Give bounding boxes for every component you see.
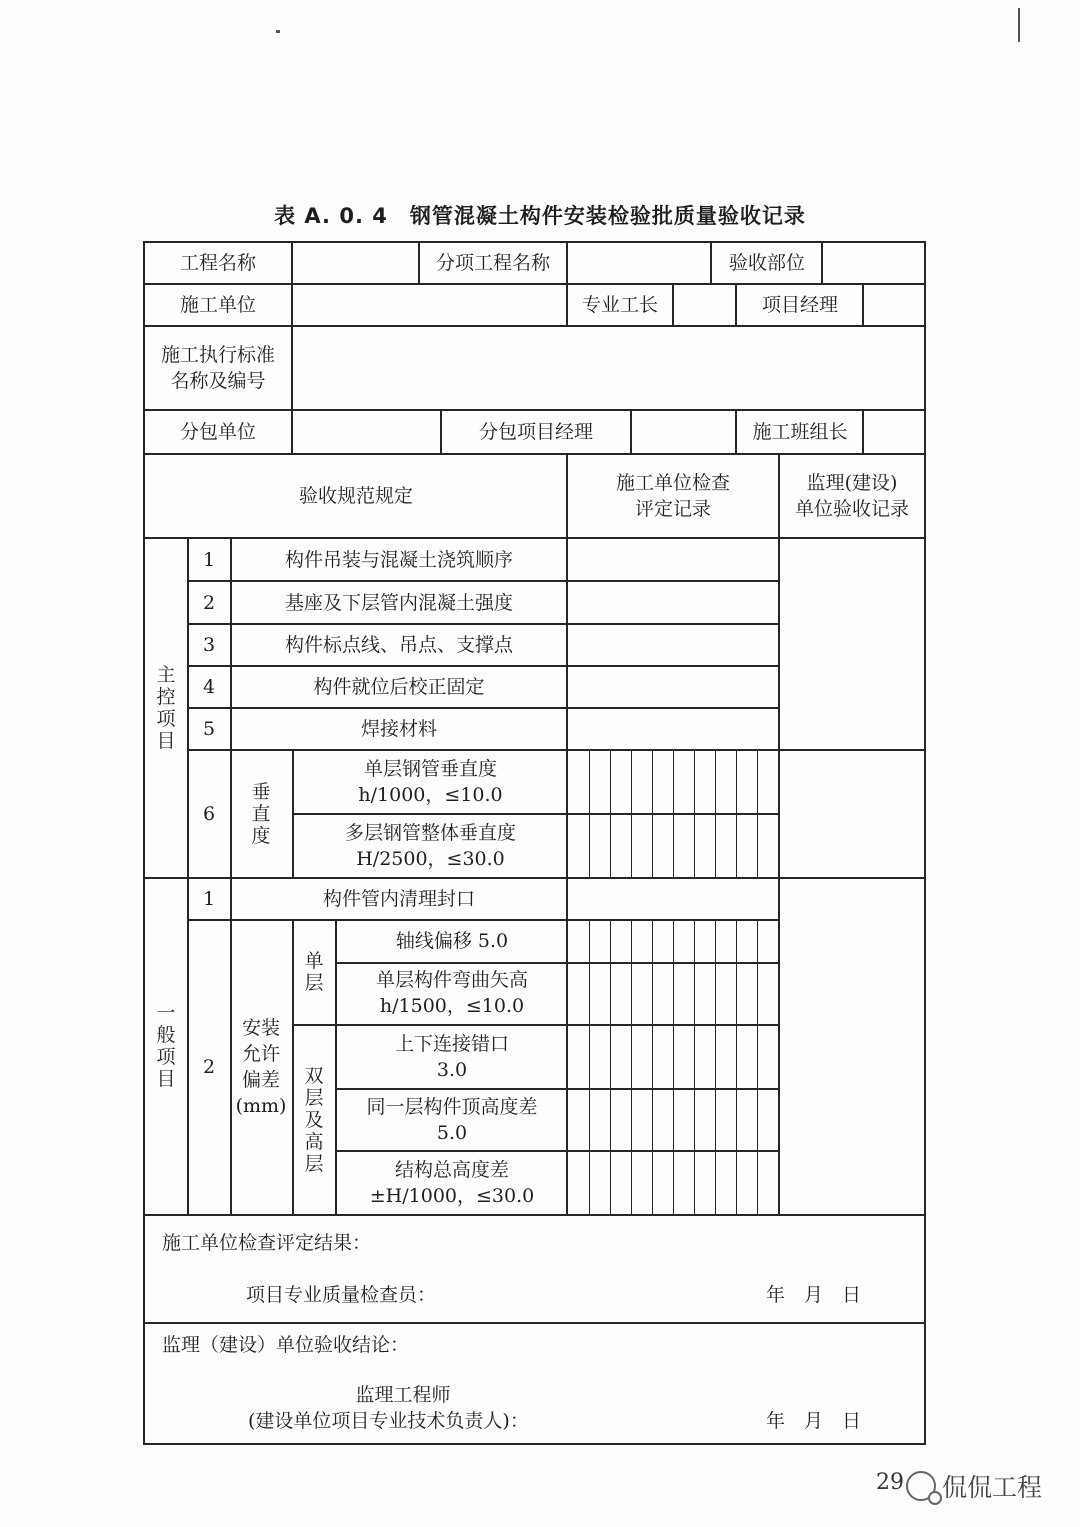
main-item-no: 5 (202, 718, 216, 740)
single-layer-label: 单 层 (304, 950, 324, 994)
main-item-text: 焊接材料 (360, 718, 437, 740)
label-acceptance-part: 验收部位 (728, 252, 805, 274)
main-item-no: 6 (202, 803, 216, 825)
table-rule (924, 241, 926, 1443)
measure-cell-rule (694, 749, 695, 877)
single-verticality: 单层钢管垂直度 h/1000，≤10.0 (358, 757, 503, 806)
measure-cell-rule (673, 749, 674, 877)
col-supervisor-record: 监理(建设) 单位验收记录 (794, 472, 909, 520)
table-rule (143, 1214, 924, 1216)
multi-verticality: 多层钢管整体垂直度 H/2500，≤30.0 (344, 821, 516, 870)
label-project-name: 工程名称 (179, 252, 256, 274)
tolerance-axis-offset: 轴线偏移 5.0 (395, 930, 509, 952)
wechat-icon (906, 1471, 936, 1501)
measure-cell-rule (610, 919, 611, 1214)
contractor-result-label: 施工单位检查评定结果： (162, 1232, 372, 1254)
inspector-date: 年 月 日 (766, 1284, 862, 1306)
watermark-text: 侃侃工程 (941, 1473, 1042, 1502)
tolerance-label: 安装 允许 偏差 (mm) (235, 1017, 287, 1117)
form-title: 表 A. 0. 4 钢管混凝土构件安装检验批质量验收记录 (274, 204, 806, 228)
main-item-text: 构件标点线、吊点、支撑点 (284, 634, 513, 656)
measure-cell-rule (715, 919, 716, 1214)
measure-cell-rule (631, 919, 632, 1214)
main-item-text: 构件吊装与混凝土浇筑顺序 (284, 549, 513, 571)
supervisor-conclusion-label: 监理（建设）单位验收结论： (162, 1334, 410, 1356)
tolerance-top-height: 同一层构件顶高度差 5.0 (366, 1095, 538, 1144)
main-items-label: 主 控 项 目 (156, 664, 176, 752)
measure-cell-rule (589, 749, 590, 877)
label-team-leader: 施工班组长 (752, 421, 848, 443)
main-item-text: 基座及下层管内混凝土强度 (284, 592, 513, 614)
measure-cell-rule (736, 919, 737, 1214)
table-rule (778, 453, 780, 1214)
measure-cell-rule (610, 749, 611, 877)
tolerance-joint: 上下连接错口 3.0 (394, 1032, 509, 1081)
measure-cell-rule (757, 749, 758, 877)
measure-cell-rule (757, 919, 758, 1214)
main-item-no: 4 (202, 676, 216, 698)
main-item-no: 1 (202, 549, 216, 571)
table-rule (672, 283, 674, 325)
main-item-text: 构件就位后校正固定 (313, 676, 485, 698)
tolerance-bend: 单层构件弯曲矢高 h/1500，≤10.0 (375, 969, 528, 1017)
engineer-date: 年 月 日 (766, 1410, 862, 1432)
watermark (906, 1468, 1042, 1504)
col-check-record: 施工单位检查 评定记录 (615, 472, 730, 520)
label-contractor: 施工单位 (179, 294, 256, 316)
multi-layer-label: 双 层 及 高 层 (304, 1064, 324, 1175)
measure-cell-rule (652, 919, 653, 1214)
measure-cell-rule (694, 919, 695, 1214)
label-sub-project-name: 分项工程名称 (435, 252, 550, 274)
scan-mark (1018, 8, 1020, 42)
label-subcontractor: 分包单位 (179, 421, 256, 443)
engineer-note: (建设单位项目专业技术负责人)： (248, 1410, 529, 1432)
general-items-label: 一 般 项 目 (156, 1002, 176, 1090)
table-rule (143, 1322, 924, 1324)
table-rule (143, 1443, 926, 1445)
general-item-no: 1 (202, 888, 216, 910)
main-item-no: 2 (202, 592, 216, 614)
label-sub-project-manager: 分包项目经理 (478, 421, 593, 443)
main-item-no: 3 (202, 634, 216, 656)
measure-cell-rule (631, 749, 632, 877)
col-spec: 验收规范规定 (298, 485, 413, 507)
measure-cell-rule (589, 919, 590, 1214)
page-number: 29 (876, 1470, 904, 1495)
label-standard: 施工执行标准 名称及编号 (160, 344, 275, 392)
scan-mark (276, 30, 280, 33)
general-item-text: 构件管内清理封口 (322, 888, 475, 910)
tolerance-total-height: 结构总高度差 ±H/1000，≤30.0 (369, 1158, 535, 1207)
measure-cell-rule (736, 749, 737, 877)
label-foreman: 专业工长 (581, 294, 658, 316)
engineer-label: 监理工程师 (355, 1384, 451, 1406)
measure-cell-rule (673, 919, 674, 1214)
table-rule (291, 241, 293, 453)
measure-cell-rule (652, 749, 653, 877)
general-item-no: 2 (202, 1056, 216, 1078)
inspector-label: 项目专业质量检查员： (246, 1284, 437, 1306)
measure-cell-rule (715, 749, 716, 877)
verticality-label: 垂 直 度 (251, 781, 271, 847)
label-project-manager: 项目经理 (761, 294, 838, 316)
